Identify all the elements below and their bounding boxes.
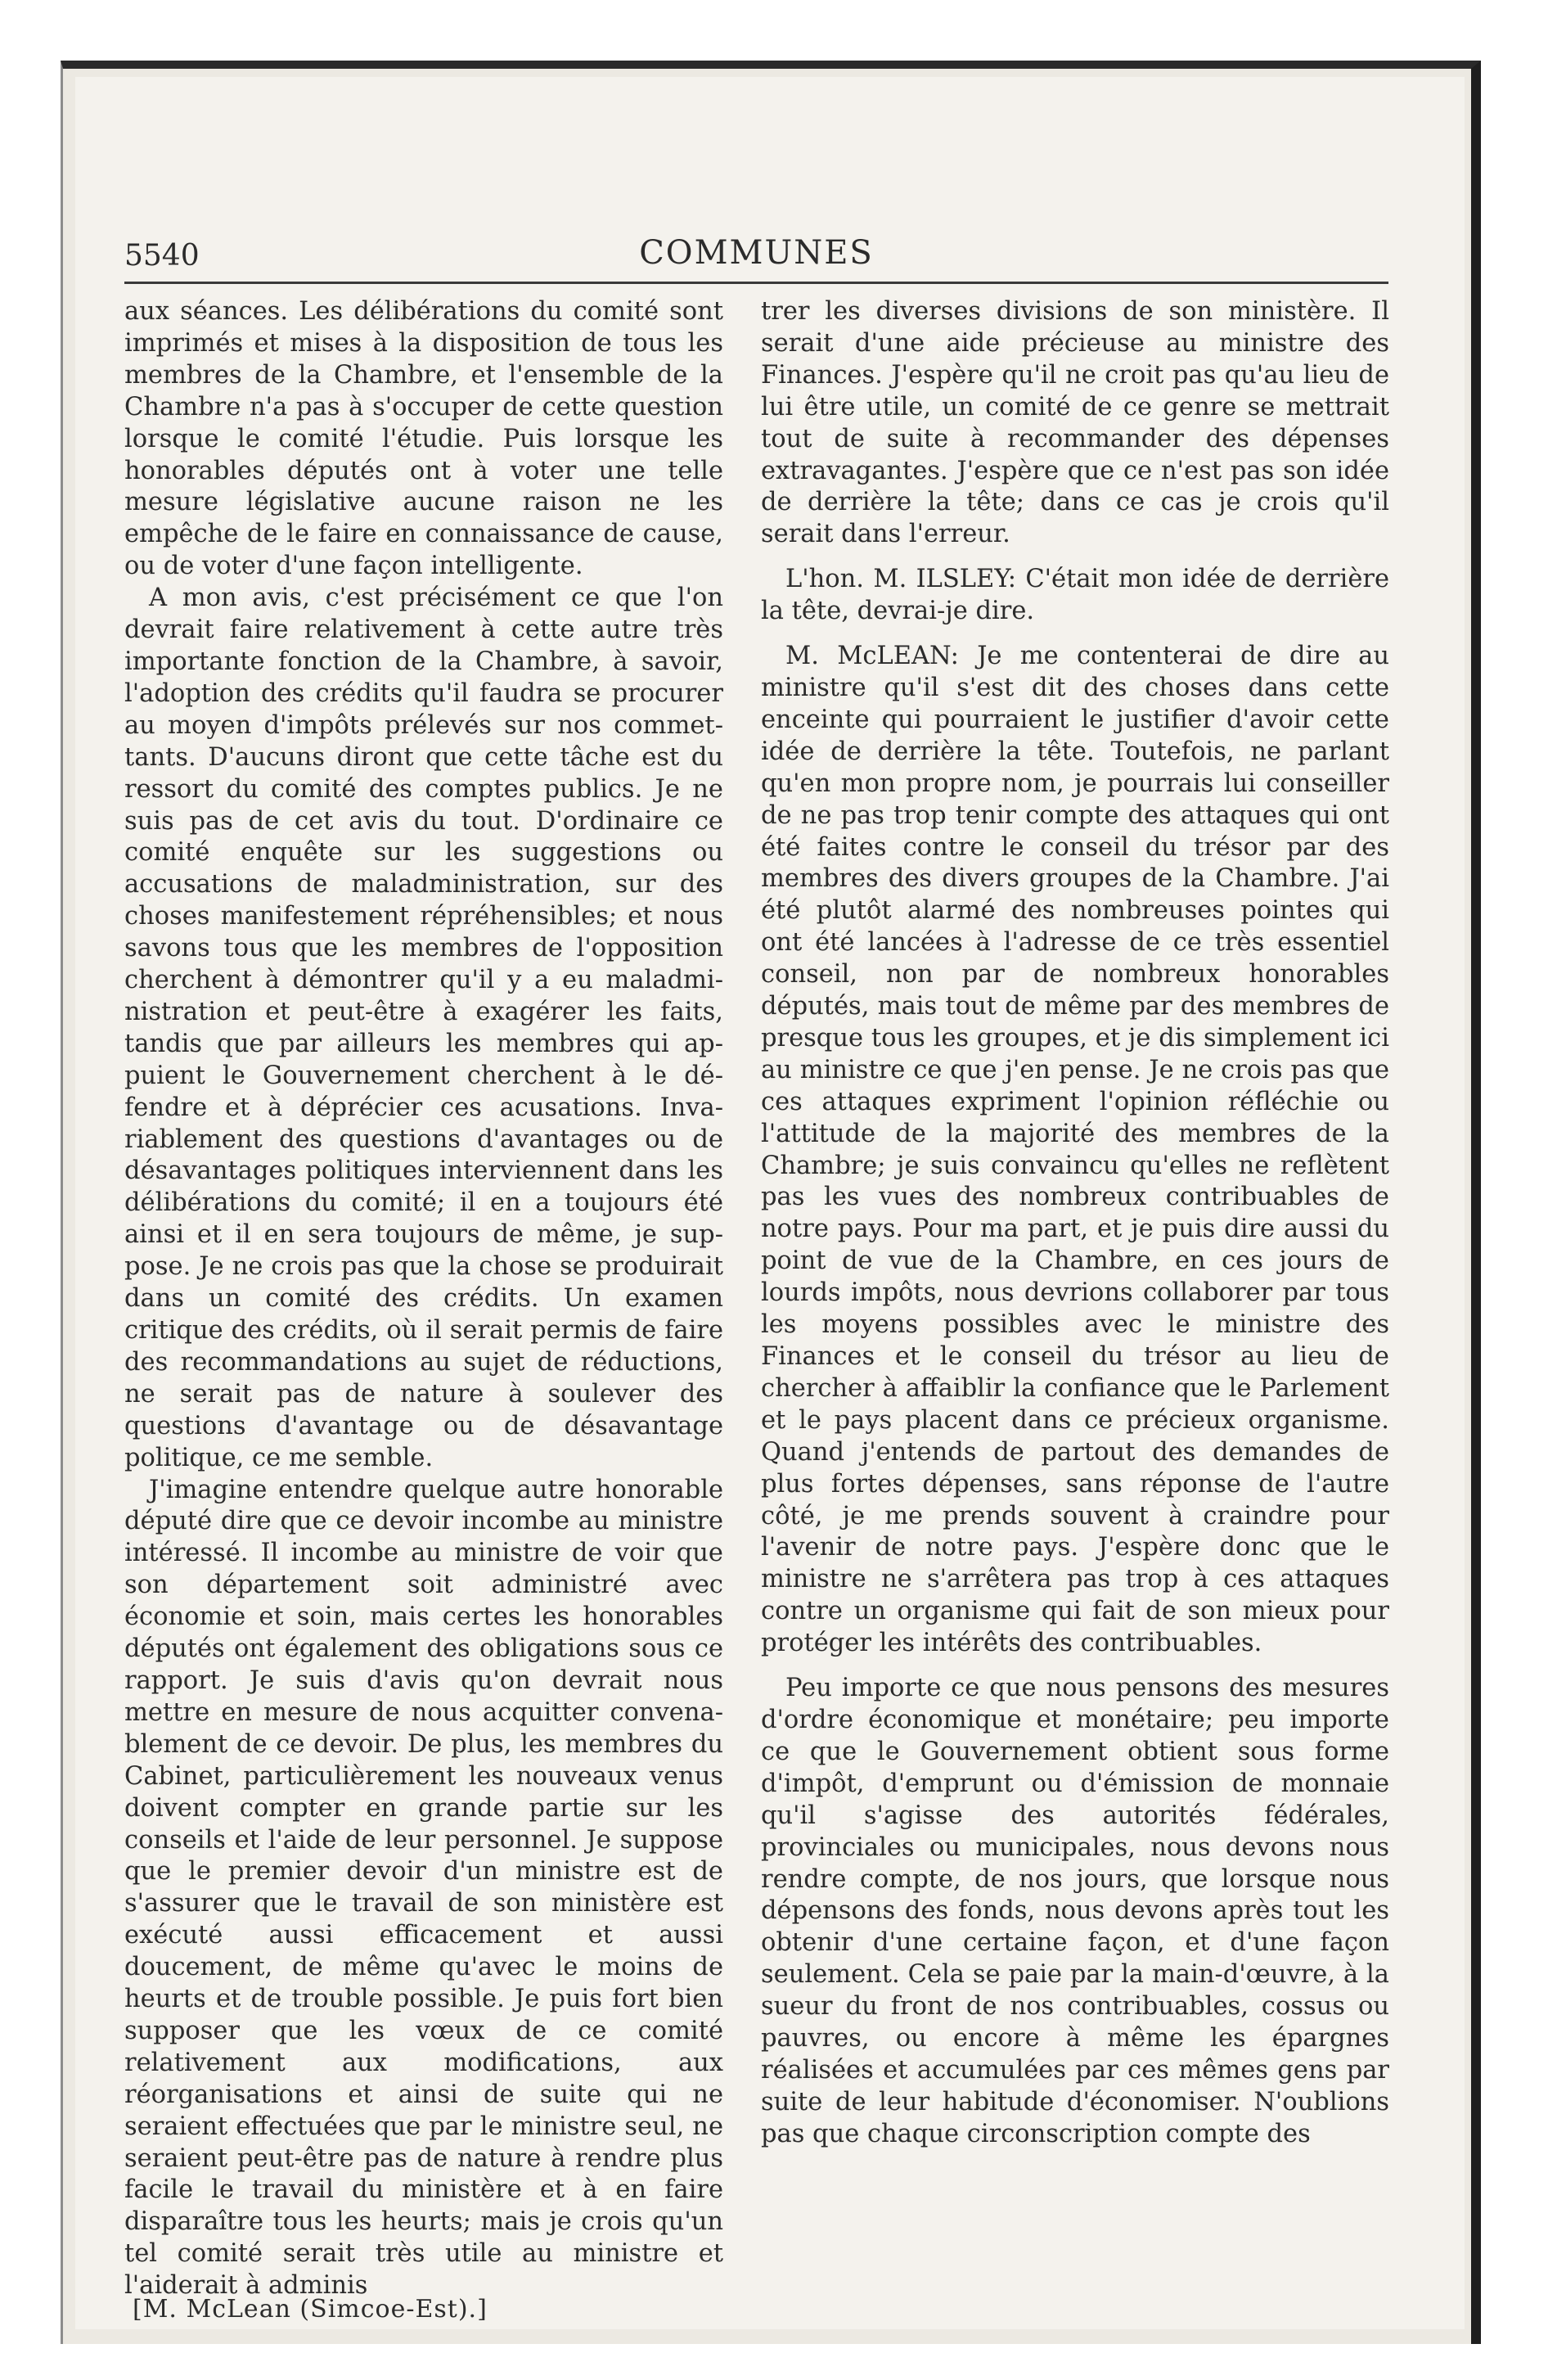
page-header — [124, 224, 1388, 284]
paragraph: Peu importe ce que nous pensons des mesures d'ordre économique et monétaire; peu importe ce que le Gouvernement obtient sous forme d'impôt, d'emprunt ou d'émission de monnaie qu'il s'agisse des autorités fédérales, provinciales ou municipales, nous devons nous rendre compte, de nos jours, que lorsque nous dépensons des fonds, nous devons après tout les obtenir d'une certaine façon, et d'une façon seulement. Cela se paie par la main-d'œuvre, à la sueur du front de nos contribuables, cossus ou pauvres, ou encore à même les épargnes réalisées et accumulées par ces mêmes gens par suite de leur habitude d'économiser. N'oublions pas que chaque circonscription compte des — [761, 1674, 1389, 2148]
document-page — [75, 77, 1465, 2329]
speaker-footer: [M. McLean (Simcoe-Est).] — [133, 2295, 488, 2324]
paragraph-mclean: M. McLEAN: Je me contenterai de dire au ministre qu'il s'est dit des choses dans cette enceinte qui pourraient le justifier d'avoir cette idée de derrière la tête. Toutefois, ne parlant qu'en mon propre nom, je pourrais lui conseiller de ne pas trop tenir compte des attaques qui ont été faites contre le conseil du trésor par des membres des divers groupes de la Chambre. J'ai été plutôt alarmé des nombreuses pointes qui ont été lancées à l'adresse de ce très essentiel conseil, non par de nombreux honorables députés, mais tout de même par des membres de presque tous les groupes, et je dis simplement ici au ministre ce que j'en pense. Je ne crois pas que ces attaques expriment l'opinion réfléchie ou l'attitude de la majorité des membres de la Chambre; je suis convaincu qu'elles ne reflètent pas les vues des nombreux contribuables de notre pays. Pour ma part, et je puis dire aussi du point de vue de la Chambre, en ces jours de lourds impôts, nous devrions collaborer par tous les moyens possibles avec le ministre des Finances et le conseil du trésor au lieu de chercher à affaiblir la confiance que le Parlement et le pays placent dans ce précieux organisme. Quand j'entends de partout des demandes de plus fortes dépenses, sans réponse de l'autre côté, je me prends souvent à craindre pour l'avenir de notre pays. J'espère donc que le ministre ne s'arrêtera pas trop à ces attaques contre un organisme qui fait de son mieux pour protéger les intérêts des contribuables. — [761, 642, 1389, 1658]
left-column — [124, 296, 723, 2302]
running-head: COMMUNES — [639, 234, 874, 272]
paragraph: aux séances. Les délibérations du comité sont imprimés et mises à la disposition de tous les membres de la Chambre, et l'ensemble de la Chambre n'a pas à s'occuper de cette question lorsque le comité l'étudie. Puis lorsque les honorables députés ont à voter une telle mesure législative aucune raison ne les empêche de le faire en connaissance de cause, ou de voter d'une façon intelligente. — [124, 297, 723, 581]
paragraph-ilsley: L'hon. M. ILSLEY: C'était mon idée de derrière la tête, devrai-je dire. — [761, 565, 1389, 626]
paragraph: trer les diverses divisions de son ministère. Il serait d'une aide précieuse au ministre des Finances. J'espère qu'il ne croit pas qu'au lieu de lui être utile, un comité de ce genre se mettrait tout de suite à recommander des dépenses extravagantes. J'espère que ce n'est pas son idée de derrière la tête; dans ce cas je crois qu'il serait dans l'erreur. — [761, 297, 1389, 549]
paragraph: A mon avis, c'est précisément ce que l'on devrait faire relativement à cette autre très importante fonction de la Chambre, à savoir, l'adoption des crédits qu'il faudra se procurer au moyen d'impôts prélevés sur nos commettants. D'aucuns diront que cette tâche est du ressort du comité des comptes publics. Je ne suis pas de cet avis du tout. D'ordinaire ce comité enquête sur les suggestions ou accusations de maladministration, sur des choses manifestement répréhensibles; et nous savons tous que les membres de l'opposition cherchent à démontrer qu'il y a eu maladministration et peut-être à exagérer les faits, tandis que par ailleurs les membres qui appuient le Gouvernement cherchent à le défendre et à déprécier ces acusations. Invariablement des questions d'avantages ou de désavantages politiques interviennent dans les délibérations du comité; il en a toujours été ainsi et il en sera toujours de même, je suppose. Je ne crois pas que la chose se produirait dans un comité des crédits. Un examen critique des crédits, où il serait permis de faire des recommandations au sujet de réductions, ne serait pas de nature à soulever des questions d'avantage ou de désavantage politique, ce me semble. — [124, 584, 723, 1472]
page-number: 5540 — [124, 239, 200, 273]
right-column — [761, 296, 1389, 2151]
paragraph: J'imagine entendre quelque autre honorable député dire que ce devoir incombe au ministre intéressé. Il incombe au ministre de voir que son département soit administré avec économie et soin, mais certes les honorables députés ont également des obligations sous ce rapport. Je suis d'avis qu'on devrait nous mettre en mesure de nous acquitter convenablement de ce devoir. De plus, les membres du Cabinet, particulièrement les nouveaux venus doivent compter en grande partie sur les conseils et l'aide de leur personnel. Je suppose que le premier devoir d'un ministre est de s'assurer que le travail de son ministère est exécuté aussi efficacement et aussi doucement, de même qu'avec le moins de heurts et de trouble possible. Je puis fort bien supposer que les vœux de ce comité relativement aux modifications, aux réorganisations et ainsi de suite qui ne seraient effectuées que par le ministre seul, ne seraient peut-être pas de nature à rendre plus facile le travail du ministère et à en faire disparaître tous les heurts; mais je crois qu'un tel comité serait très utile au ministre et l'aiderait à adminis — [124, 1475, 723, 2301]
